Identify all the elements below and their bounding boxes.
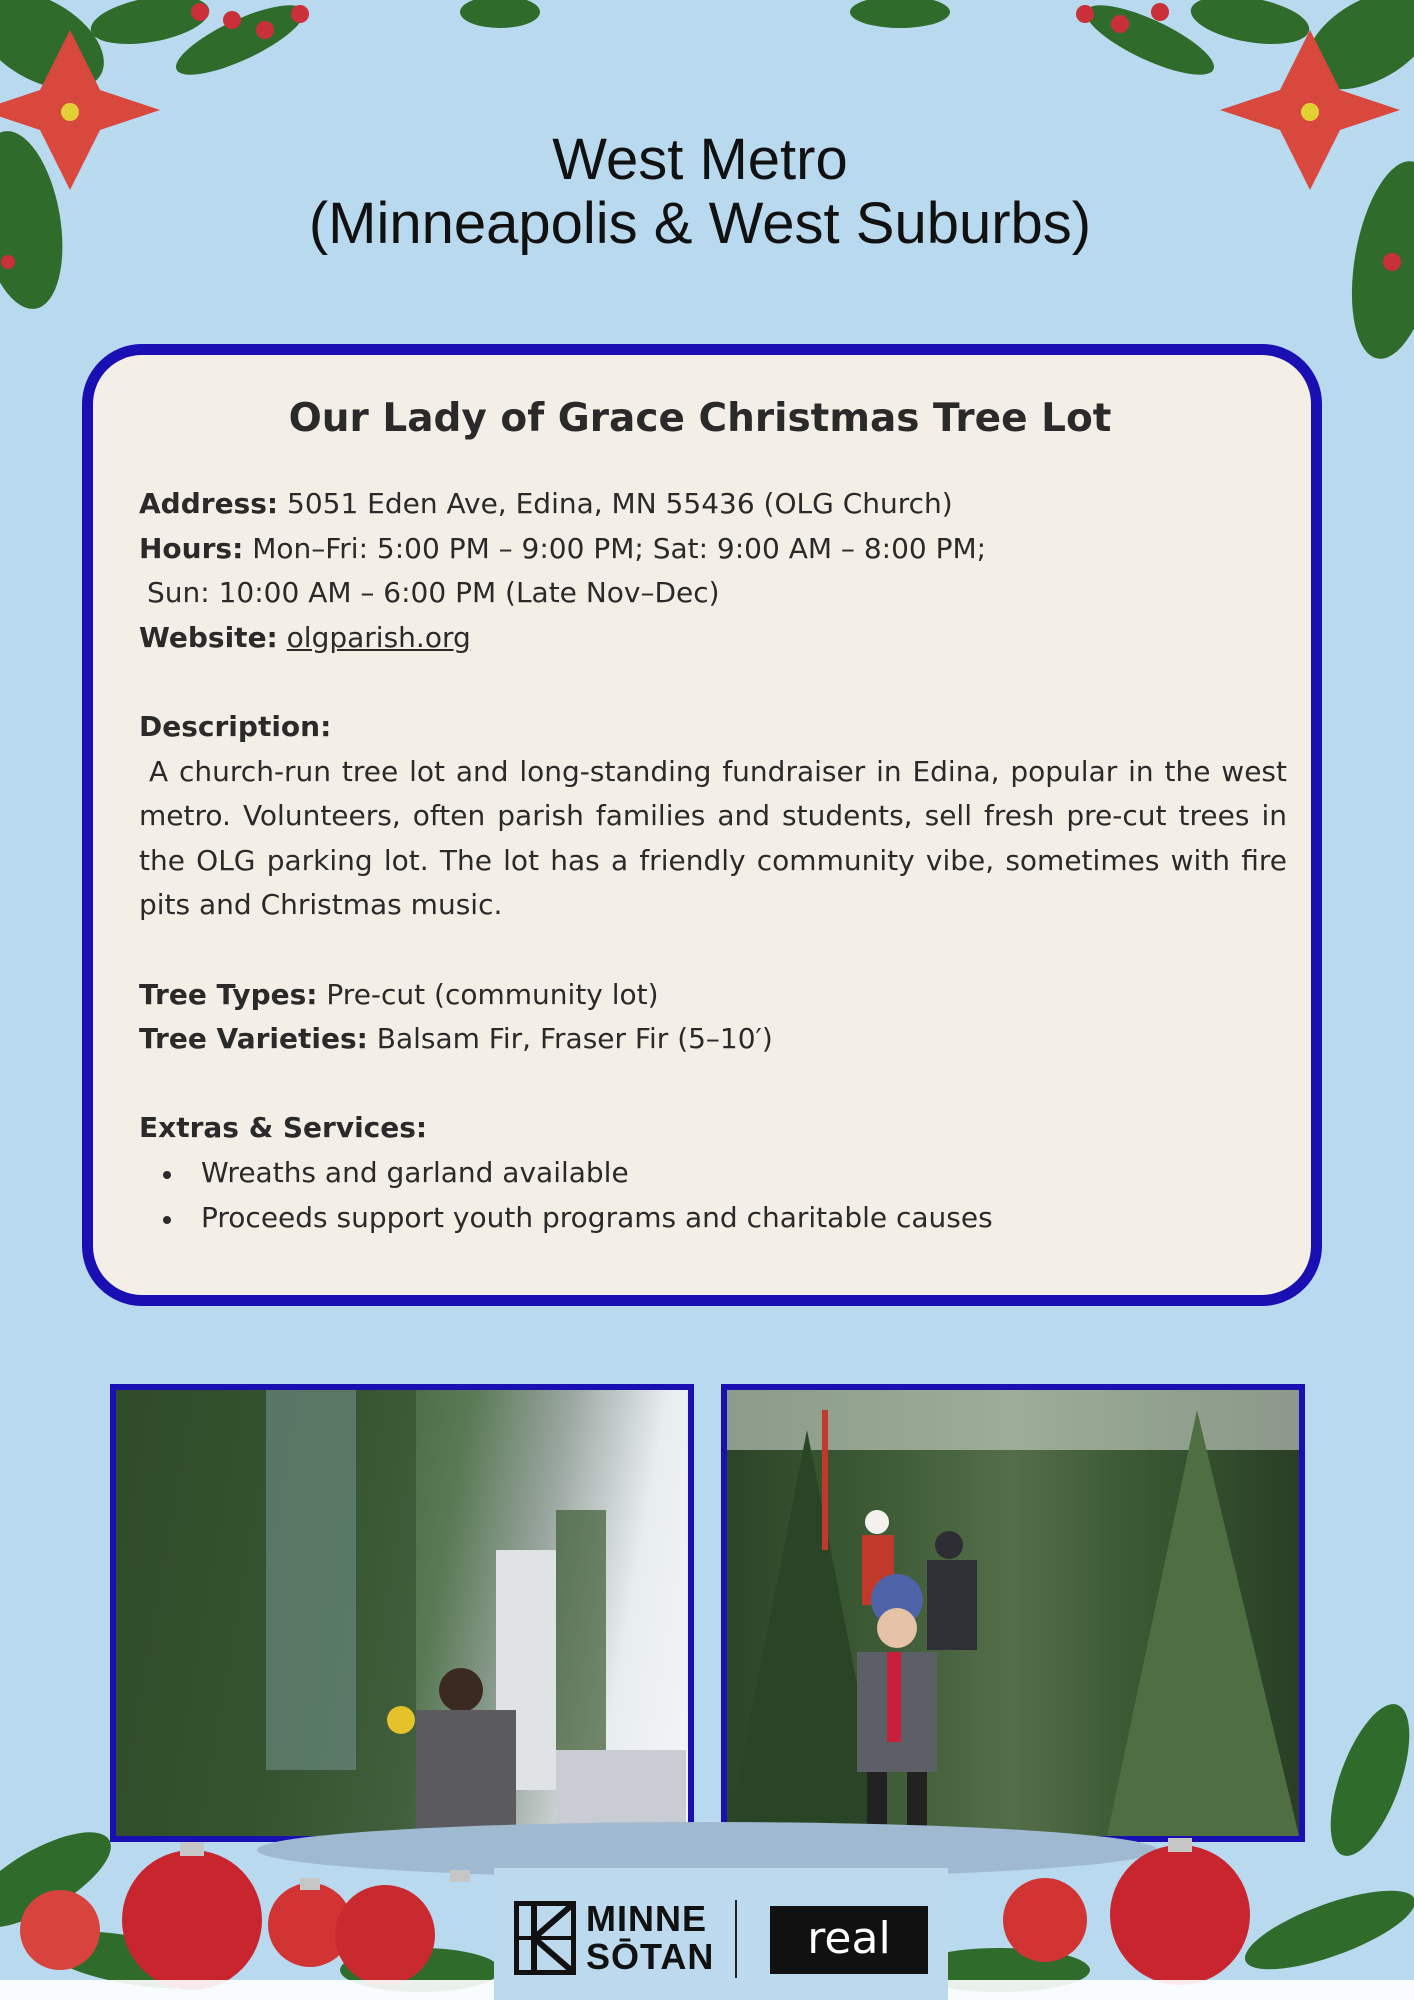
real-logo: real [770,1906,928,1974]
website-link[interactable]: olgparish.org [286,620,471,654]
listing-title: Our Lady of Grace Christmas Tree Lot [288,396,1112,441]
page-title [0,128,1400,256]
hours-row [139,527,1287,572]
hours-label: Hours: [139,531,244,565]
hours-value-line1: Mon–Fri: 5:00 PM – 9:00 PM; Sat: 9:00 AM – 8:00 PM; [252,531,987,565]
tree-types-value: Pre-cut (community lot) [326,977,659,1011]
minnesotan-logo [514,1900,714,1976]
address-value: 5051 Eden Ave, Edina, MN 55436 (OLG Church) [287,487,953,520]
listing-details [139,482,1287,1240]
extras-list [139,1151,1287,1240]
tree-types-row [139,973,1287,1018]
tree-varieties-label: Tree Varieties: [139,1022,368,1056]
minnesotan-logo-line1: MINNE [586,1898,707,1939]
tree-varieties-value: Balsam Fir, Fraser Fir (5–10′) [376,1022,773,1056]
website-row [139,616,1287,661]
tree-types-label: Tree Types: [139,977,318,1011]
website-label: Website: [139,620,278,654]
hours-row-2 [139,571,1287,616]
list-item: Proceeds support youth programs and charitable causes [139,1196,1287,1241]
extras-label: Extras & Services: [139,1111,428,1145]
address-row [139,482,1287,527]
page-title-line1: West Metro [552,127,848,192]
address-label: Address: [139,487,279,520]
hours-value-line2: Sun: 10:00 AM – 6:00 PM (Late Nov–Dec) [147,576,720,610]
page-title-line2: (Minneapolis & West Suburbs) [308,191,1092,256]
list-item: Wreaths and garland available [139,1151,1287,1196]
tree-varieties-row [139,1017,1287,1062]
description-text: A church-run tree lot and long-standing fundraiser in Edina, popular in the west metro. Volunteers, often parish families and students, sell fresh pre-cut trees in the OLG parking lot. The lot has a friendly community vibe, sometimes with fire pits and Christmas music. [139,754,1287,922]
minnesotan-logo-line2: SŌTAN [586,1936,715,1977]
description-label: Description: [139,709,332,743]
minnesotan-mark-icon [514,1901,576,1975]
logo-divider [735,1900,737,1978]
